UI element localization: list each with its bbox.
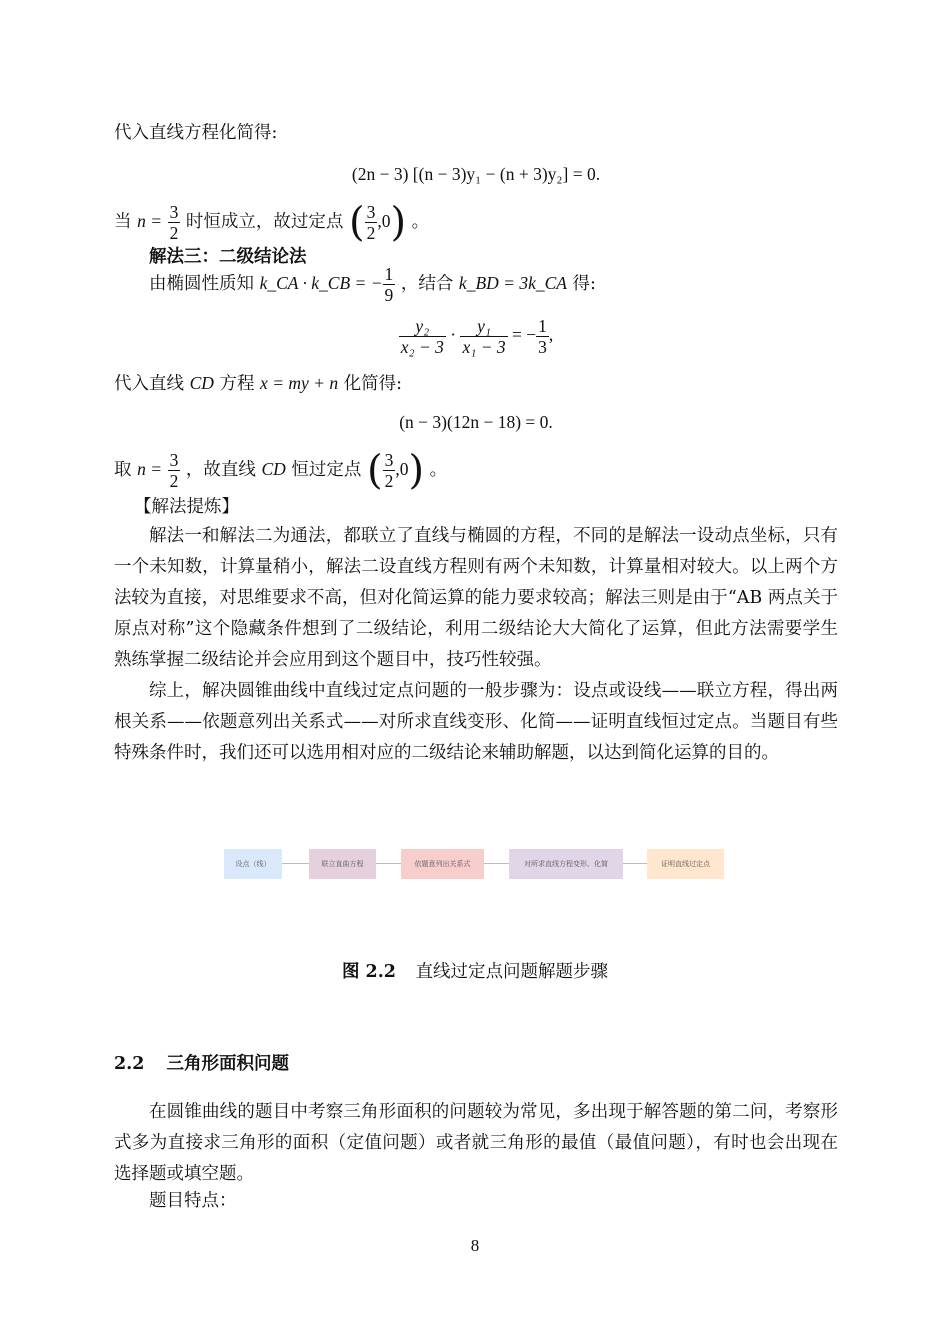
fraction (460, 316, 507, 357)
text-line-conclusion (114, 447, 448, 496)
fraction (399, 316, 446, 357)
text-line-cd (114, 370, 402, 397)
denominator: 2 (169, 223, 179, 243)
flow-connector (484, 863, 509, 864)
numerator: 3 (169, 450, 179, 470)
flow-step-4: 对所求直线方程变形、化简 (509, 849, 623, 879)
equation-2: $\frac{\text{y₂}}{\text{x₂ − 3}}$ · $\frac{\text{y₁}}{\text{x₁ − 3}}$ = − $\frac{1}{3}$ , (400, 316, 554, 357)
left-paren: ( (366, 447, 383, 494)
fraction (168, 202, 181, 243)
math-expr: x = my + n (260, 373, 339, 393)
zero: ,0 (377, 211, 391, 231)
math-expr: n = (137, 459, 163, 479)
fraction (168, 450, 181, 491)
right-paren: ) (390, 199, 407, 246)
fraction (383, 450, 396, 491)
math-expr: k_BD = 3k_CA (458, 273, 567, 293)
paragraph-conclusion: 综上，解决圆锥曲线中直线过定点问题的一般步骤为：设点或设线——联立方程，得出两根关系——依题意列出关系式——对所求直线变形、化简——证明直线恒过定点。当题目有些特殊条件时，我们还可以选用相对应的二级结论来辅助解题，以达到简化运算的目的。 (114, 681, 838, 763)
text: 恒过定点 (291, 460, 362, 480)
text: 由椭圆性质知 (149, 274, 254, 294)
math-expr: n = (137, 211, 163, 231)
numerator: 3 (384, 450, 394, 470)
flow-step-3: 依题意列出关系式 (401, 849, 484, 879)
denominator: 2 (384, 471, 394, 491)
flow-connector (282, 863, 309, 864)
text: 时恒成立，故过定点 (185, 212, 344, 232)
text: 方程 (219, 374, 255, 394)
numerator: 1 (538, 316, 547, 336)
flow-step-1: 设点（线） (224, 849, 282, 879)
equation-1: (2n − 3) [(n − 3)y₁ − (n + 3)y₂] = 0. (351, 164, 601, 184)
numerator: y₂ (399, 316, 446, 337)
section-number: 2.2 (114, 1054, 145, 1074)
right-paren: ) (408, 447, 425, 494)
paragraph-triangle: 在圆锥曲线的题目中考察三角形面积的问题较为常见，多出现于解答题的第二问，考察形式多为直接求三角形的面积（定值问题）或者就三角形的最值（最值问题），有时也会出现在选择题或填空题。 (114, 1102, 838, 1184)
numerator: 3 (366, 202, 376, 222)
text-line-slope (149, 264, 596, 310)
text: 代入直线 (114, 374, 184, 394)
numerator: 1 (384, 264, 394, 284)
paragraph-summary: 解法一和解法二为通法，都联立了直线与椭圆的方程，不同的是解法一设动点坐标，只有一个未知数，计算量稍小，解法二设直线方程则有两个未知数，计算量相对较大。以上两个方法较为直接，对思维要求不高，但对化简运算的能力要求较高；解法三则是由于“AB 两点关于原点对称”这个隐藏条件想到了二级结论，利用二级结论大大简化了运算，但此方法需要学生熟练掌握二级结论并会应用到这个题目中，技巧性较强。 (114, 526, 838, 670)
math-expr: CD (261, 459, 286, 479)
text-line-fixed-point (114, 199, 430, 248)
method-heading: 解法三：二级结论法 (149, 247, 307, 267)
denominator: 9 (384, 285, 394, 305)
text: 当 (114, 212, 132, 232)
equals: = − (512, 324, 537, 345)
section-title: 三角形面积问题 (166, 1054, 290, 1074)
equation-3: (n − 3)(12n − 18) = 0. (399, 412, 553, 432)
paragraph-features: 题目特点： (149, 1191, 237, 1211)
page-number: 8 (470, 1236, 480, 1255)
section-heading (114, 1050, 289, 1075)
numerator: y₁ (460, 316, 507, 337)
left-paren: ( (349, 199, 365, 246)
figure-label: 图 2.2 (341, 962, 396, 982)
numerator: 3 (169, 202, 179, 222)
text-line: 代入直线方程化简得: (114, 123, 278, 143)
math-expr: k_CA · k_CB = − (259, 273, 383, 293)
text: 化简得: (343, 374, 403, 394)
text: ，故直线 (185, 460, 256, 480)
denominator: x₁ − 3 (462, 337, 506, 357)
zero: ,0 (395, 459, 409, 479)
fraction (536, 316, 549, 357)
text: 。 (411, 212, 430, 232)
figure-caption (0, 958, 950, 983)
text: 得: (572, 274, 596, 294)
fraction (365, 202, 378, 243)
summary-heading: 【解法提炼】 (134, 497, 239, 517)
text: 取 (114, 460, 132, 480)
flow-connector (623, 863, 647, 864)
fraction (383, 264, 396, 305)
figure-title: 直线过定点问题解题步骤 (415, 962, 609, 982)
denominator: 3 (538, 337, 547, 357)
flow-step-5: 证明直线过定点 (647, 849, 724, 879)
text: ，结合 (400, 274, 454, 294)
math-expr: CD (189, 373, 214, 393)
flow-connector (376, 863, 401, 864)
flow-step-2: 联立直曲方程 (309, 849, 376, 879)
denominator: 2 (366, 223, 376, 243)
text: 。 (429, 460, 448, 480)
denominator: x₂ − 3 (400, 337, 444, 357)
denominator: 2 (169, 471, 179, 491)
